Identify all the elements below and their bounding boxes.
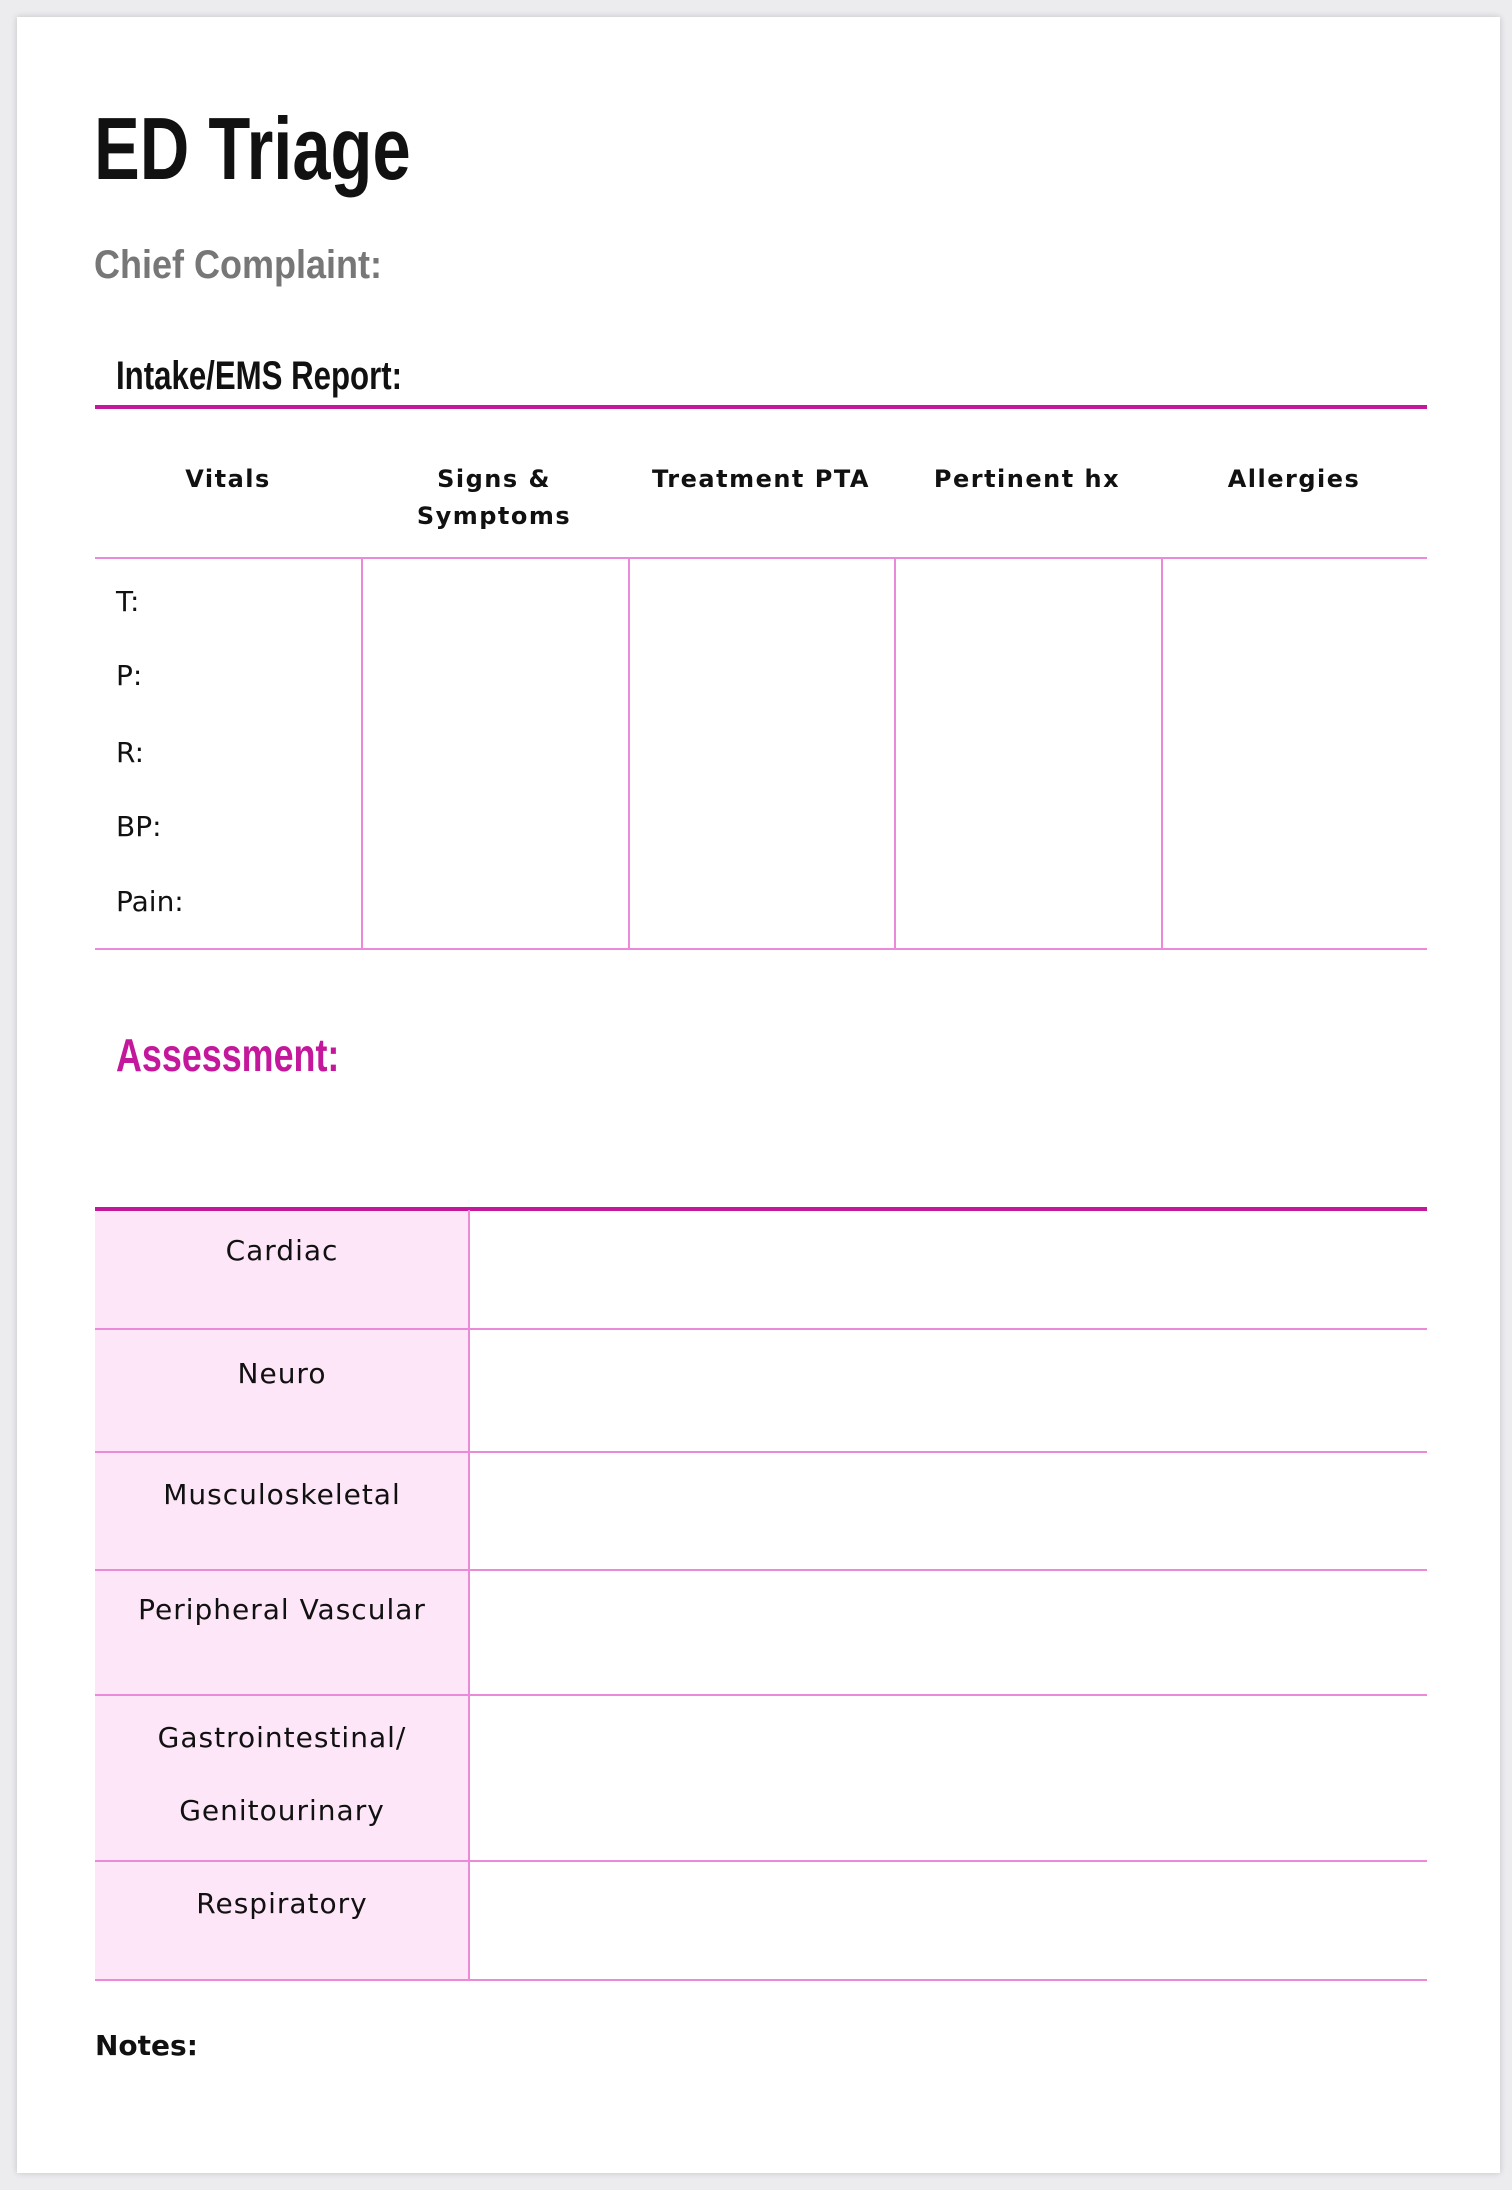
form-page: [17, 17, 1500, 2173]
system-gastrointestinal: Gastrointestinal/: [157, 1721, 407, 1754]
vital-respiration: R:: [116, 736, 145, 769]
system-cardiac: Cardiac: [225, 1234, 339, 1267]
system-respiratory: Respiratory: [196, 1887, 368, 1920]
header-pertinent-hx: Pertinent hx: [933, 465, 1121, 493]
table-rule: [95, 1569, 1427, 1571]
system-neuro: Neuro: [237, 1357, 327, 1390]
page-title: ED Triage: [94, 99, 411, 198]
table-rule: [95, 557, 1427, 559]
header-treatment-pta: Treatment PTA: [652, 465, 870, 493]
assessment-divider: [95, 1207, 1427, 1211]
header-vitals: Vitals: [185, 465, 271, 493]
vital-pulse: P:: [116, 659, 143, 692]
table-rule: [95, 948, 1427, 950]
system-peripheral-vascular: Peripheral Vascular: [138, 1593, 426, 1626]
table-rule: [95, 1694, 1427, 1696]
vital-temperature: T:: [116, 585, 140, 618]
column-divider: [894, 557, 896, 949]
column-divider: [361, 557, 363, 949]
table-rule: [95, 1860, 1427, 1862]
column-divider: [1161, 557, 1163, 949]
assessment-label: Assessment:: [116, 1029, 340, 1081]
chief-complaint-label: Chief Complaint:: [94, 243, 382, 287]
intake-report-label: Intake/EMS Report:: [116, 354, 403, 398]
table-rule: [95, 1979, 1427, 1981]
vital-blood-pressure: BP:: [116, 810, 162, 843]
system-genitourinary: Genitourinary: [179, 1794, 385, 1827]
header-allergies: Allergies: [1227, 465, 1361, 493]
system-musculoskeletal: Musculoskeletal: [163, 1478, 401, 1511]
intake-divider: [95, 405, 1427, 409]
table-rule: [95, 1451, 1427, 1453]
notes-label: Notes:: [95, 2029, 198, 2062]
header-signs-symptoms: Signs & Symptoms: [416, 465, 572, 530]
column-divider: [628, 557, 630, 949]
vital-pain: Pain:: [116, 885, 184, 918]
table-rule: [95, 1328, 1427, 1330]
